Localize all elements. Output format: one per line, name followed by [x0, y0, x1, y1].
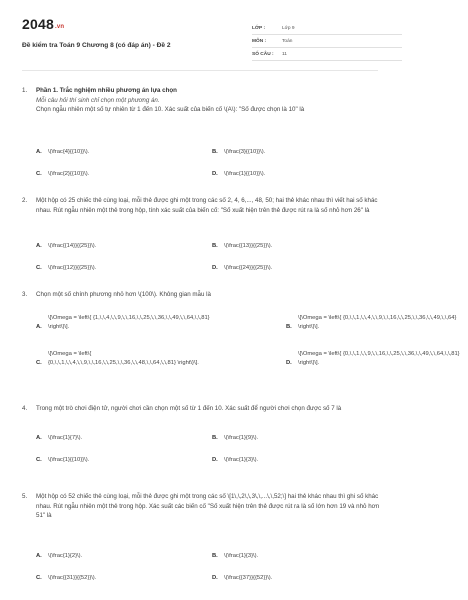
option-b[interactable]	[286, 314, 457, 344]
meta-row-question-count	[252, 48, 402, 61]
option-letter: A.	[36, 149, 42, 155]
option-c[interactable]	[36, 350, 212, 380]
question-3	[22, 290, 460, 398]
question-number: 3.	[22, 291, 28, 298]
option-letter: B.	[212, 149, 218, 155]
option-letter: D.	[212, 265, 218, 271]
question-2	[22, 196, 392, 280]
option-text: \(\frac{1}{{10}}\).	[224, 171, 266, 177]
option-text: \(\frac{{12}}{{25}}\).	[48, 265, 97, 271]
option-text: \(\frac{{24}}{{25}}\).	[224, 265, 273, 271]
option-text: \(\frac{{13}}{{25}}\).	[224, 243, 273, 249]
meta-value: 11	[282, 51, 287, 57]
question-text: Một hộp có 52 chiếc thẻ cùng loại, mỗi thẻ được ghi một trong các số \[1\,\,2\,\,3\,\,...\,\,52;\] hai thẻ khác nhau thì ghi số khác nhau. Rút ngẫu nhiên một thẻ trong hộp. Xác suất các biến cố "Số xuất hiện trên thẻ được rút ra là số lớn hơn 19 và nhỏ hơn 51" là	[36, 493, 380, 520]
option-text: \(\frac{1}{2}\).	[48, 553, 83, 559]
section-title: Phần 1. Trắc nghiệm nhiều phương án lựa chọn	[36, 87, 177, 94]
option-text: \(\frac{1}{3}\).	[224, 457, 259, 463]
question-5	[22, 492, 392, 592]
brand-name: 2048	[22, 16, 54, 32]
option-d[interactable]	[286, 350, 460, 380]
option-text: \[\Omega = \left\{ {0,\,\,1,\,\,4,\,\,9,\,\,16,\,\,25,\,\,36,\,\,48,\,\,64,\,\,81} \right\}\].	[48, 351, 199, 367]
option-text: \(\frac{1}{7}\).	[48, 435, 83, 441]
meta-value: Lớp 9	[282, 25, 295, 31]
option-letter: D.	[212, 457, 218, 463]
option-letter: D.	[286, 360, 292, 366]
meta-row-subject	[252, 35, 402, 48]
option-a[interactable]	[36, 314, 212, 344]
option-letter: D.	[212, 575, 218, 581]
question-number: 4.	[22, 405, 28, 412]
option-text: \[\Omega = \left\{ {0,\,\,1,\,\,9,\,\,16,\,\,25,\,\,36,\,\,49,\,\,64,\,\,81} \right\}\].	[298, 351, 460, 367]
option-letter: C.	[36, 575, 42, 581]
option-letter: C.	[36, 171, 42, 177]
option-letter: A.	[36, 435, 42, 441]
exam-meta-table	[252, 22, 402, 61]
exam-title: Đề kiểm tra Toán 9 Chương 8 (có đáp án) - Đề 2	[22, 42, 171, 49]
option-text: \(\frac{{14}}{{25}}\).	[48, 243, 97, 249]
question-number: 5.	[22, 493, 28, 500]
section-instruction: Mỗi câu hỏi thí sinh chỉ chọn một phương án.	[36, 96, 160, 104]
question-text: Chọn một số chính phương nhỏ hơn \(100\). Không gian mẫu là	[36, 291, 211, 298]
exam-header	[22, 10, 382, 58]
option-text: \(\frac{{31}}{{52}}\).	[48, 575, 97, 581]
question-text: Chọn ngẫu nhiên một số tự nhiên từ 1 đến 10. Xác suất của biến cố \(A\): "Số được chọn là 10" là	[36, 106, 305, 114]
meta-value: Toán	[282, 38, 293, 44]
option-letter: C.	[36, 457, 42, 463]
question-text: Một hộp có 25 chiếc thẻ cùng loại, mỗi thẻ được ghi một trong các số 2, 4, 6,..., 48, 50; hai thẻ khác nhau thì viết hai số khác nhau. Rút ngẫu nhiên một thẻ trong hộp, tính xác suất của biến cố: "Số xuất hiện trên thẻ được rút ra là số nhỏ hơn 26" là	[36, 197, 378, 214]
brand-suffix: .vn	[54, 24, 65, 30]
option-text: \(\frac{3}{{10}}\).	[224, 149, 266, 155]
option-letter: A.	[36, 324, 42, 330]
option-text: \(\frac{1}{{10}}\).	[48, 457, 90, 463]
brand-logo[interactable]	[22, 16, 64, 32]
question-body	[36, 86, 382, 115]
meta-label: MÔN :	[252, 38, 267, 44]
option-letter: A.	[36, 553, 42, 559]
option-letter: B.	[212, 243, 218, 249]
option-letter: D.	[212, 171, 218, 177]
question-number: 1.	[22, 87, 28, 94]
option-letter: A.	[36, 243, 42, 249]
option-letter: B.	[212, 553, 218, 559]
meta-label: SỐ CÂU :	[252, 51, 274, 57]
option-letter: B.	[286, 324, 292, 330]
option-text: \(\frac{{37}}{{52}}\).	[224, 575, 273, 581]
question-4	[22, 404, 392, 474]
option-letter: C.	[36, 360, 42, 366]
option-text: \[\Omega = \left\{ {1,\,\,4,\,\,9,\,\,16,\,\,25,\,\,36,\,\,49,\,\,64,\,\,81} \right\}\].	[48, 315, 210, 331]
option-text: \(\frac{2}{{10}}\).	[48, 171, 90, 177]
question-number: 2.	[22, 197, 28, 204]
meta-label: LỚP :	[252, 25, 266, 31]
header-divider	[22, 70, 378, 71]
option-text: \(\frac{1}{9}\).	[224, 435, 259, 441]
meta-row-class	[252, 22, 402, 35]
question-1	[22, 86, 392, 182]
question-text: Trong một trò chơi điện tử, người chơi cần chọn một số từ 1 đến 10. Xác suất để người chơi chọn được số 7 là	[36, 405, 342, 412]
option-text: \(\frac{1}{3}\).	[224, 553, 259, 559]
option-letter: B.	[212, 435, 218, 441]
option-text: \(\frac{4}{{10}}\).	[48, 149, 90, 155]
option-letter: C.	[36, 265, 42, 271]
option-text: \[\Omega = \left\{ {0,\,\,1,\,\,4,\,\,9,\,\,16,\,\,25,\,\,36,\,\,49,\,\,64} \right\}\].	[298, 315, 457, 331]
